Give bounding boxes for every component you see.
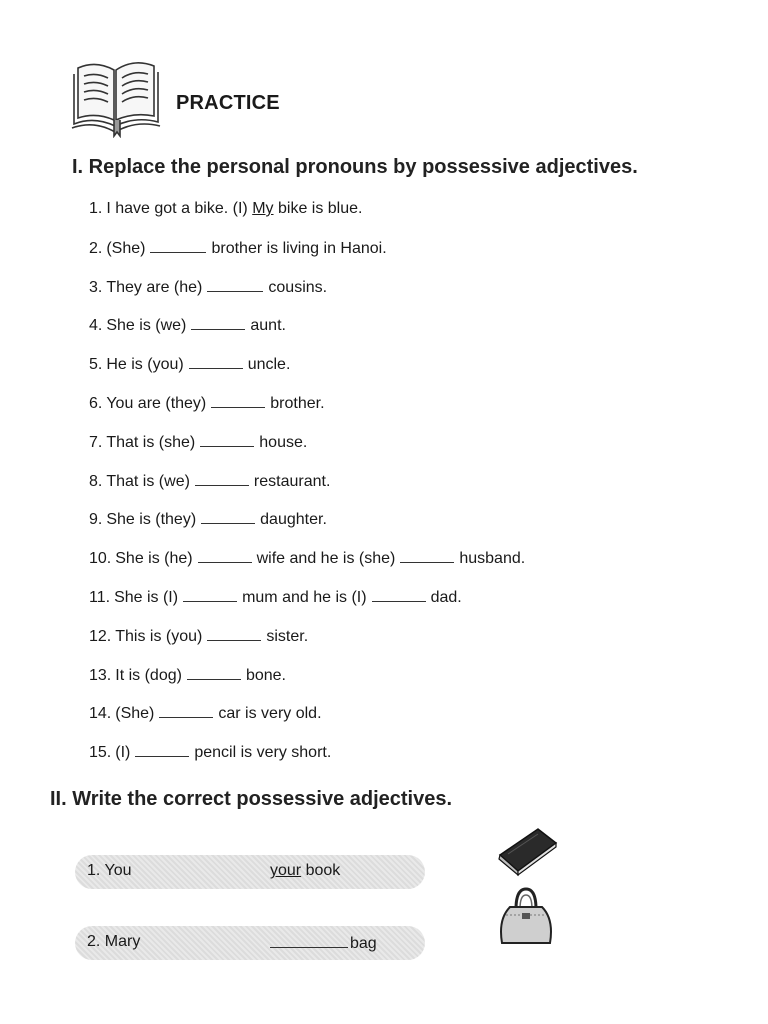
exercise-item-12 — [89, 626, 525, 665]
page-title: PRACTICE — [176, 92, 280, 114]
row-noun: book — [305, 862, 341, 879]
handbag-icon — [494, 885, 558, 947]
filled-answer: your — [270, 862, 302, 879]
item-number: 13. — [89, 666, 112, 684]
item-text: That is (we) — [106, 472, 190, 490]
item-text-end: bike is blue. — [277, 200, 363, 217]
item-number: 5. — [89, 356, 103, 374]
item-text: (She) — [115, 705, 155, 723]
answer-blank[interactable] — [135, 742, 189, 757]
answer-blank[interactable] — [207, 626, 261, 641]
answer-row-2 — [75, 926, 425, 960]
book-icon — [494, 825, 560, 877]
answer-blank[interactable] — [201, 509, 255, 524]
answer-blank[interactable] — [211, 393, 265, 408]
answer-blank[interactable] — [372, 587, 426, 602]
item-text: They are (he) — [106, 278, 203, 296]
item-number: 8. — [89, 472, 103, 490]
item-text: (I) — [115, 744, 131, 762]
item-text-end: pencil is very short. — [194, 744, 332, 762]
exercise-item-14 — [89, 703, 525, 742]
answer-row-1 — [75, 855, 425, 889]
answer-blank[interactable] — [191, 315, 245, 330]
exercise-item-10 — [89, 548, 525, 587]
item-number: 2. — [89, 239, 103, 257]
exercise-list — [89, 199, 525, 781]
exercise-item-3 — [89, 277, 525, 316]
item-number: 14. — [89, 705, 112, 723]
item-text-end: brother is living in Hanoi. — [211, 239, 387, 257]
answer-blank[interactable] — [270, 933, 348, 948]
item-number: 3. — [89, 278, 103, 296]
answer-blank[interactable] — [187, 665, 241, 680]
item-text-end: house. — [259, 433, 308, 451]
exercise-item-1 — [89, 199, 525, 238]
answer-blank[interactable] — [198, 548, 252, 563]
answer-blank[interactable] — [189, 354, 243, 369]
item-text-end: sister. — [266, 627, 309, 645]
item-text-end: cousins. — [268, 278, 328, 296]
item-text: She is (I) — [114, 588, 179, 606]
exercise-item-4 — [89, 315, 525, 354]
item-text-end: aunt. — [250, 317, 286, 335]
answer-blank[interactable] — [150, 238, 206, 253]
item-number: 1. — [89, 200, 103, 217]
item-text-end: husband. — [459, 550, 526, 568]
exercise-item-13 — [89, 665, 525, 704]
item-text-end: daughter. — [260, 511, 327, 529]
row-label: 1. You — [87, 862, 132, 879]
exercise-item-2 — [89, 238, 525, 277]
answer-blank[interactable] — [159, 703, 213, 718]
section-1-heading: I. Replace the personal pronouns by possessive adjectives. — [72, 156, 638, 178]
item-number: 4. — [89, 317, 103, 335]
item-number: 12. — [89, 627, 112, 645]
answer-blank[interactable] — [183, 587, 237, 602]
item-text: She is (he) — [115, 550, 193, 568]
item-number: 15. — [89, 744, 112, 762]
item-text-mid: wife and he is (she) — [256, 550, 396, 568]
exercise-item-6 — [89, 393, 525, 432]
answer-blank[interactable] — [195, 471, 249, 486]
exercise-item-8 — [89, 471, 525, 510]
item-number: 7. — [89, 433, 103, 451]
item-text: She is (we) — [106, 317, 187, 335]
item-text-end: uncle. — [247, 356, 291, 374]
item-text: You are (they) — [106, 394, 207, 412]
item-text-end: brother. — [270, 394, 325, 412]
item-text: He is (you) — [106, 356, 184, 374]
item-text: That is (she) — [106, 433, 196, 451]
item-text: I have got a bike. (I) — [106, 200, 248, 217]
row-label: 2. Mary — [87, 933, 141, 950]
item-text-end: dad. — [430, 588, 462, 606]
section-2-heading: II. Write the correct possessive adjectives. — [50, 788, 453, 810]
open-book-icon — [70, 58, 162, 138]
answer-blank[interactable] — [400, 548, 454, 563]
item-number: 9. — [89, 511, 103, 529]
item-number: 10. — [89, 550, 112, 568]
row-noun: bag — [350, 935, 377, 952]
item-number: 11. — [89, 588, 111, 606]
item-text: It is (dog) — [115, 666, 182, 684]
item-number: 6. — [89, 394, 103, 412]
exercise-item-7 — [89, 432, 525, 471]
row-answer — [270, 862, 340, 880]
item-text-end: bone. — [245, 666, 286, 684]
filled-answer: My — [252, 200, 274, 217]
exercise-item-9 — [89, 509, 525, 548]
item-text: (She) — [106, 239, 146, 257]
exercise-item-11 — [89, 587, 525, 626]
exercise-item-15 — [89, 742, 525, 781]
item-text: This is (you) — [115, 627, 203, 645]
answer-blank[interactable] — [200, 432, 254, 447]
answer-blank[interactable] — [207, 277, 263, 292]
exercise-item-5 — [89, 354, 525, 393]
item-text-mid: mum and he is (I) — [242, 588, 367, 606]
row-answer — [270, 933, 377, 953]
item-text-end: car is very old. — [218, 705, 322, 723]
item-text: She is (they) — [106, 511, 197, 529]
item-text-end: restaurant. — [253, 472, 331, 490]
